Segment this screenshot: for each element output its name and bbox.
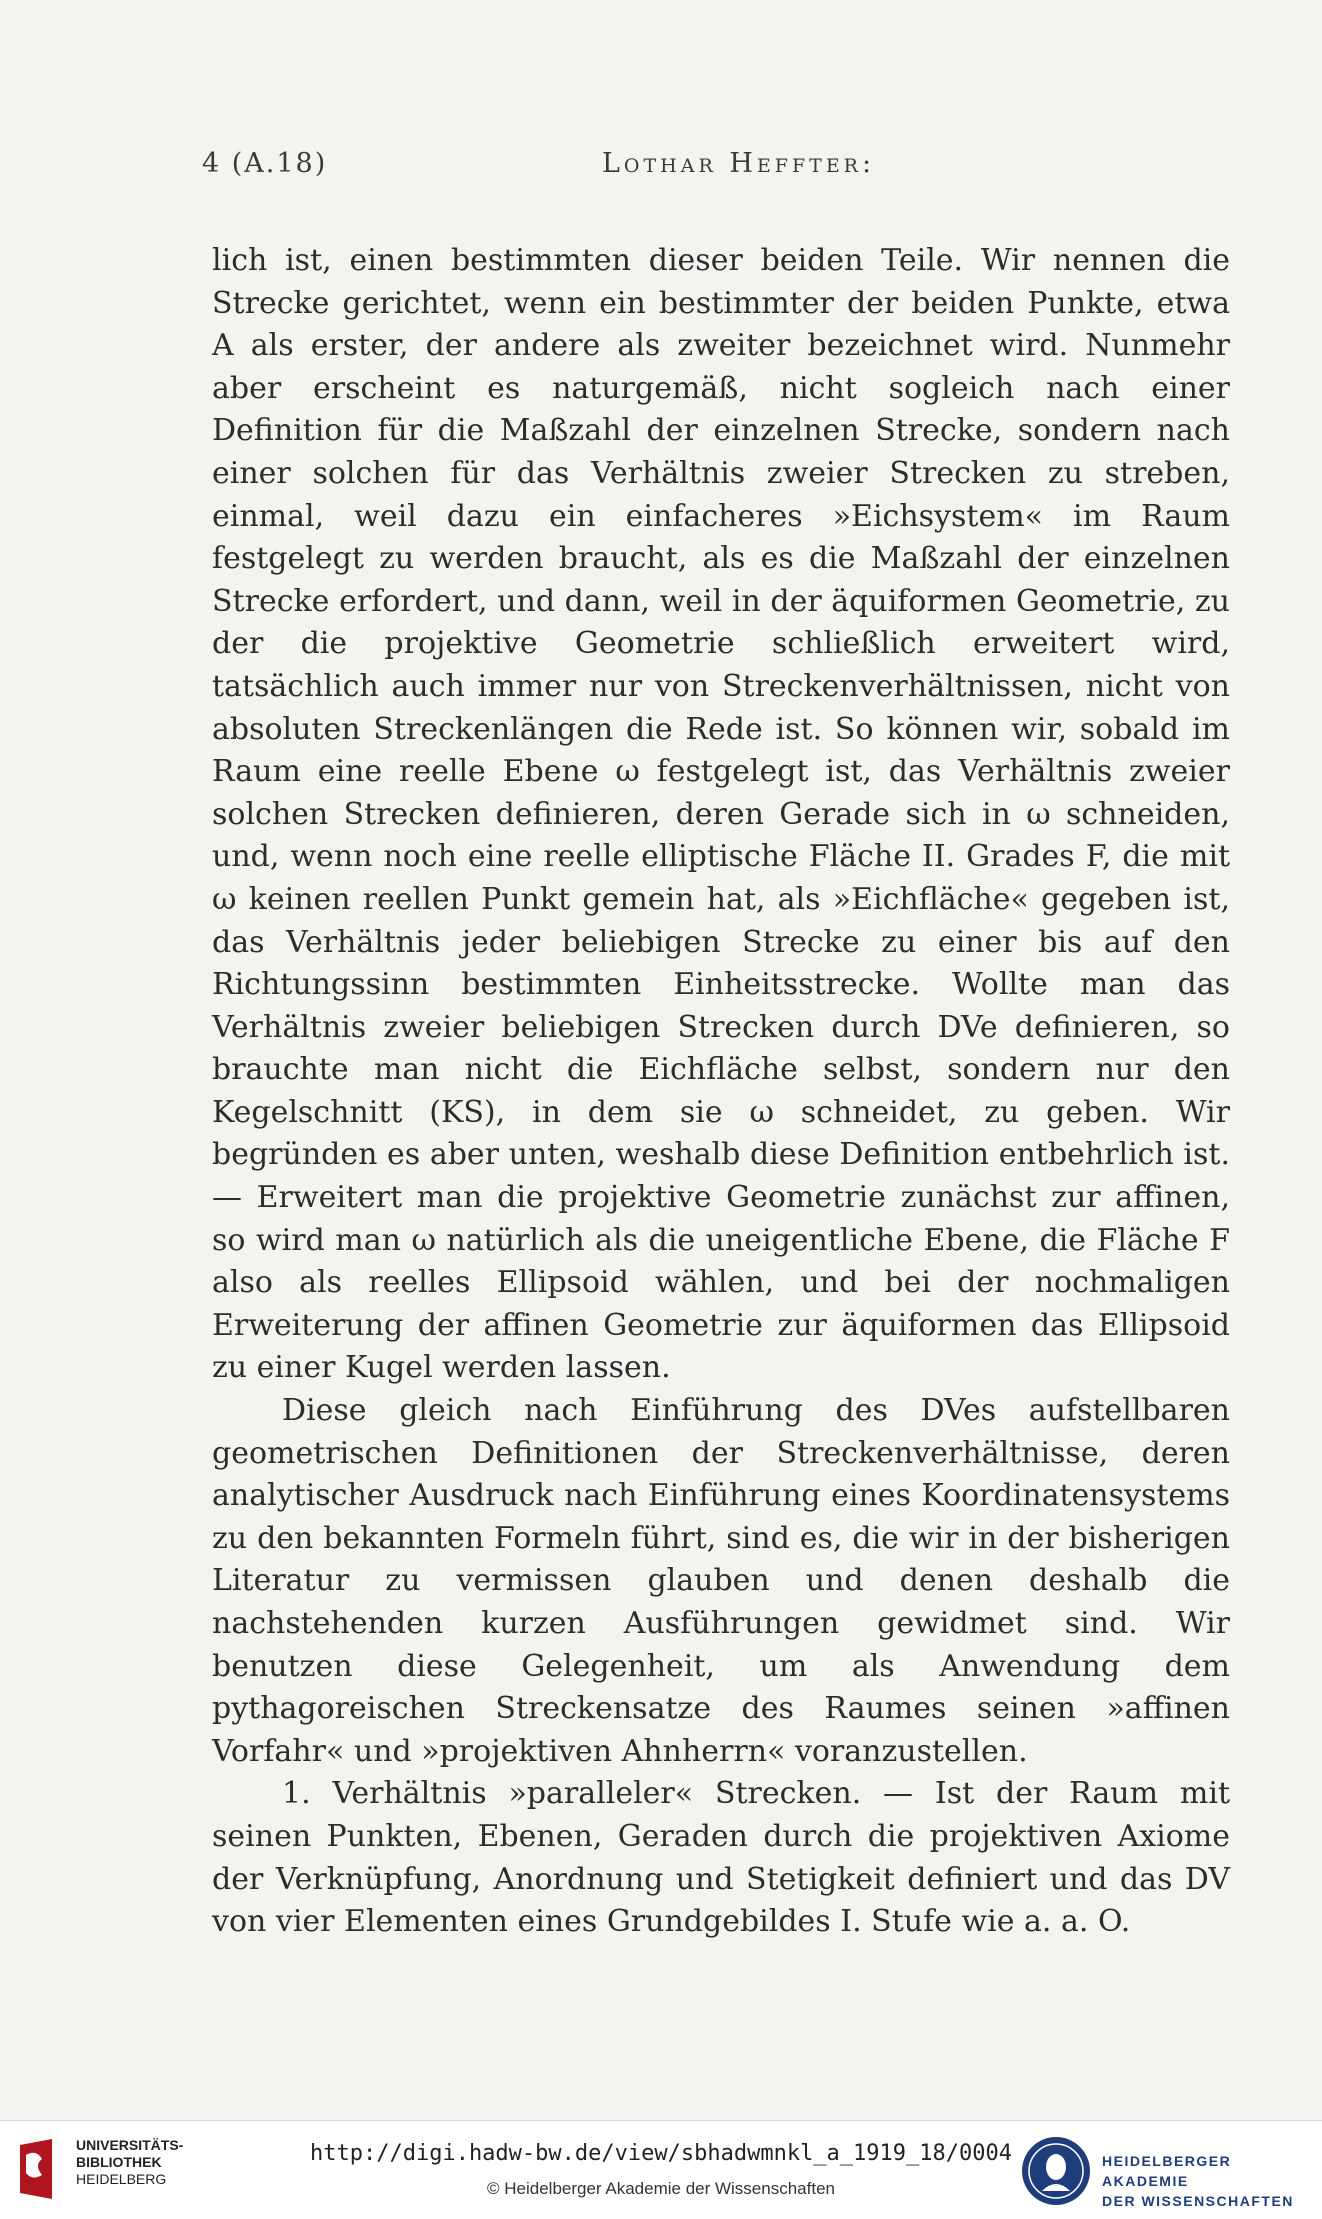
academy-line2: DER WISSENSCHAFTEN — [1102, 2193, 1294, 2209]
library-name-line1: UNIVERSITÄTS- — [76, 2137, 184, 2153]
body-text — [212, 240, 1230, 1944]
paragraph-1: lich ist, einen bestimmten dieser beiden Teile. Wir nennen die Strecke gerichtet, wenn ein bestimmter der beiden Punkte, etwa A als erster, der andere als zweiter bezeichnet wird. Nunmehr aber erscheint es naturgemäß, nicht sogleich nach einer Definition für die Maßzahl der einzelnen Strecke, sondern nach einer solchen für das Verhältnis zweier Strecken zu streben, einmal, weil dazu ein einfacheres »Eichsystem« im Raum festgelegt zu werden braucht, als es die Maßzahl der einzelnen Strecke erfordert, und dann, weil in der äquiformen Geometrie, zu der die projektive Geometrie schließlich erweitert wird, tatsächlich auch immer nur von Streckenverhältnissen, nicht von absoluten Streckenlängen die Rede ist. So können wir, sobald im Raum eine reelle Ebene ω festgelegt ist, das Verhältnis zweier solchen Strecken definieren, deren Gerade sich in ω schneiden, und, wenn noch eine reelle elliptische Fläche II. Grades F, die mit ω keinen reellen Punkt gemein hat, als »Eichfläche« gegeben ist, das Verhältnis jeder beliebigen Strecke zu einer bis auf den Richtungssinn bestimmten Einheitsstrecke. Wollte man das Verhältnis zweier beliebigen Strecken durch DVe definieren, so brauchte man nicht die Eichfläche selbst, sondern nur den Kegelschnitt (KS), in dem sie ω schneidet, zu geben. Wir begründen es aber unten, weshalb diese Definition entbehrlich ist. — Erweitert man die projektive Geometrie zunächst zur affinen, so wird man ω natürlich als die uneigentliche Ebene, die Fläche F also als reelles Ellipsoid wählen, und bei der nochmaligen Erweiterung der affinen Geometrie zur äquiformen das Ellipsoid zu einer Kugel werden lassen. — [212, 243, 1230, 1386]
library-name-line2: BIBLIOTHEK — [76, 2154, 162, 2170]
permalink-url[interactable]: http://digi.hadw-bw.de/view/sbhadwmnkl_a_1919_18/0004 — [310, 2141, 1012, 2166]
viewer-footer — [0, 2120, 1322, 2219]
paragraph-3: 1. Verhältnis »paralleler« Strecken. — Ist der Raum mit seinen Punkten, Ebenen, Geraden durch die projektiven Axiome der Verknüpfung, Anordnung und Stetigkeit definiert und das DV von vier Elementen eines Grundgebildes I. Stufe wie a. a. O. — [212, 1776, 1230, 1940]
running-head — [202, 148, 1192, 188]
running-head-author: Lothar Heffter: — [602, 148, 876, 179]
academy-seal-icon — [1018, 2133, 1094, 2209]
library-city: HEIDELBERG — [76, 2171, 167, 2187]
academy-line1: HEIDELBERGER AKADEMIE — [1102, 2153, 1232, 2189]
page-number: 4 (A.18) — [202, 148, 328, 179]
academy-name — [1102, 2151, 1322, 2211]
paragraph-2: Diese gleich nach Einführung des DVes aufstellbaren geometrischen Definitionen der Streckenverhältnisse, deren analytischer Ausdruck nach Einführung eines Koordinatensystems zu den bekannten Formeln führt, sind es, die wir in der bisherigen Literatur zu vermissen glauben und denen deshalb die nachstehenden kurzen Ausführungen gewidmet sind. Wir benutzen diese Gelegenheit, um als Anwendung dem pythagoreischen Streckensatze des Raumes seinen »affinen Vorfahr« und »projektiven Ahnherrn« voranzustellen. — [212, 1393, 1230, 1769]
copyright-notice: © Heidelberger Akademie der Wissenschaften — [487, 2179, 835, 2198]
